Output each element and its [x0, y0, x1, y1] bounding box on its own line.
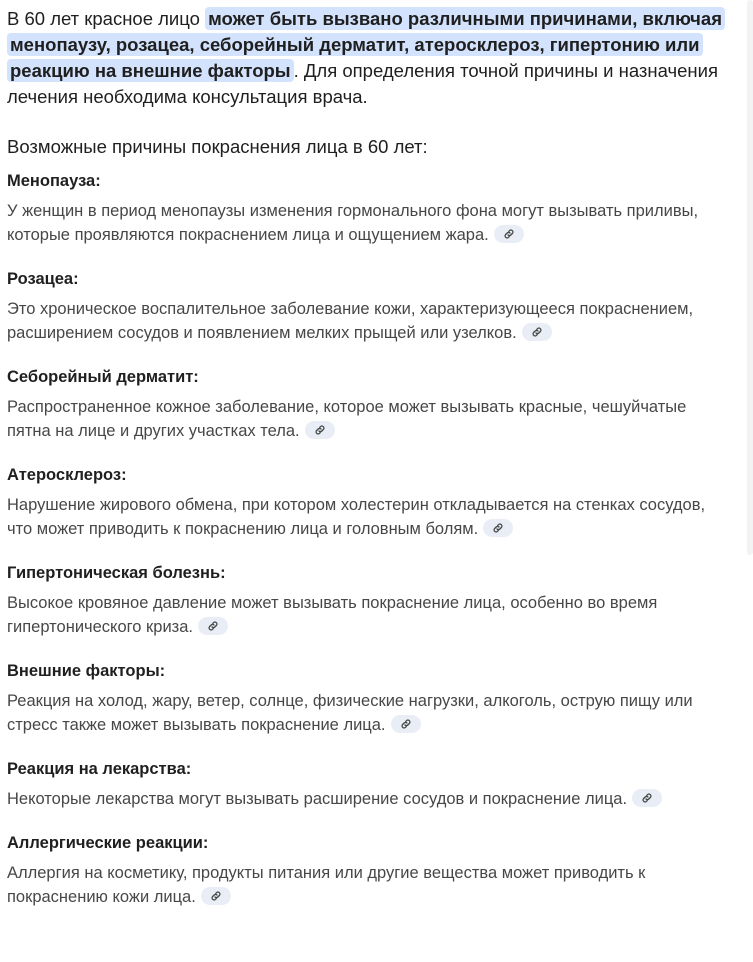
- cause-title: Розацеа:: [7, 270, 79, 288]
- cause-description-text: Некоторые лекарства могут вызывать расширение сосудов и покраснение лица.: [7, 790, 628, 808]
- source-link-button[interactable]: [494, 225, 524, 243]
- cause-title: Внешние факторы:: [7, 662, 166, 680]
- cause-description: [7, 493, 737, 541]
- cause-title: Менопауза:: [7, 172, 101, 190]
- cause-title: Гипертоническая болезнь:: [7, 564, 226, 582]
- cause-description: [7, 787, 737, 811]
- intro-lead: В 60 лет красное лицо: [7, 8, 206, 29]
- link-icon: [531, 326, 543, 338]
- cause-item: [7, 661, 737, 737]
- source-link-button[interactable]: [483, 519, 513, 537]
- cause-item: [7, 563, 737, 639]
- answer-content: [7, 6, 737, 931]
- link-icon: [503, 228, 515, 240]
- link-icon: [400, 718, 412, 730]
- source-link-button[interactable]: [632, 789, 662, 807]
- cause-description-text: Распространенное кожное заболевание, которое может вызывать красные, чешуйчатые пятна на лице и других участках тела.: [7, 398, 687, 440]
- link-icon: [210, 890, 222, 902]
- cause-item: [7, 759, 737, 811]
- cause-description-text: Это хроническое воспалительное заболевание кожи, характеризующееся покраснением, расширением сосудов и появлением мелких прыщей или узелков.: [7, 300, 694, 342]
- link-icon: [314, 424, 326, 436]
- cause-description: [7, 199, 737, 247]
- cause-item: [7, 833, 737, 909]
- cause-description-text: Реакция на холод, жару, ветер, солнце, физические нагрузки, алкоголь, острую пищу или стресс также может вызывать покраснение лица.: [7, 692, 693, 734]
- cause-description: [7, 591, 737, 639]
- cause-description-text: Нарушение жирового обмена, при котором холестерин откладывается на стенках сосудов, что может приводить к покраснению лица и головным болям.: [7, 496, 706, 538]
- cause-title: Аллергические реакции:: [7, 834, 209, 852]
- link-icon: [641, 792, 653, 804]
- intro-tail: . Для определения точной причины и назначения лечения необходима консультация врача.: [7, 60, 718, 107]
- cause-description: [7, 395, 737, 443]
- link-icon: [492, 522, 504, 534]
- cause-title: Себорейный дерматит:: [7, 368, 199, 386]
- intro-highlight: может быть вызвано различными причинами, включая менопаузу, розацеа, себорейный дерматит, атеросклероз, гипертонию или реакцию на внешние факторы: [7, 7, 725, 82]
- scrollbar[interactable]: [747, 0, 753, 555]
- cause-description-text: Аллергия на косметику, продукты питания или другие вещества может приводить к покраснению кожи лица.: [7, 864, 646, 906]
- source-link-button[interactable]: [198, 617, 228, 635]
- cause-description-text: Высокое кровяное давление может вызывать покраснение лица, особенно во время гипертонического криза.: [7, 594, 658, 636]
- cause-title: Атеросклероз:: [7, 466, 127, 484]
- source-link-button[interactable]: [391, 715, 421, 733]
- cause-item: [7, 465, 737, 541]
- cause-item: [7, 367, 737, 443]
- source-link-button[interactable]: [201, 887, 231, 905]
- causes-list: [7, 171, 737, 909]
- cause-description-text: У женщин в период менопаузы изменения гормонального фона могут вызывать приливы, которые проявляются покраснением лица и ощущением жара.: [7, 202, 699, 244]
- source-link-button[interactable]: [522, 323, 552, 341]
- source-link-button[interactable]: [305, 421, 335, 439]
- cause-item: [7, 269, 737, 345]
- cause-description: [7, 297, 737, 345]
- cause-item: [7, 171, 737, 247]
- link-icon: [207, 620, 219, 632]
- intro-paragraph: [7, 6, 737, 110]
- causes-heading: Возможные причины покраснения лица в 60 лет:: [7, 136, 428, 157]
- cause-title: Реакция на лекарства:: [7, 760, 192, 778]
- cause-description: [7, 861, 737, 909]
- cause-description: [7, 689, 737, 737]
